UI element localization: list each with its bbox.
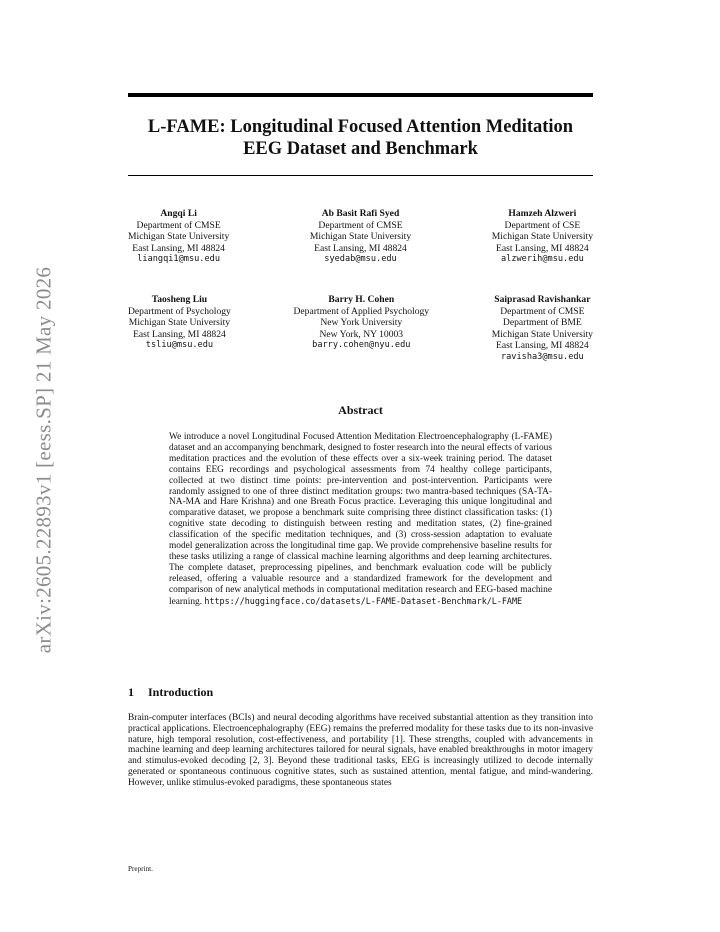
author-block	[293, 294, 429, 364]
author-affiliation: Department of Psychology	[128, 305, 231, 317]
author-affiliation: Department of BME	[502, 317, 582, 329]
author-affiliation: Department of CMSE	[318, 219, 403, 231]
author-block	[310, 208, 411, 266]
paper-title	[128, 116, 593, 160]
author-email: tsliu@msu.edu	[145, 340, 214, 351]
section-number: 1	[128, 685, 134, 699]
author-affiliation: Department of CMSE	[136, 219, 221, 231]
author-name: Taosheng Liu	[151, 294, 208, 305]
author-address: East Lansing, MI 48824	[314, 242, 407, 254]
author-block	[492, 208, 593, 266]
author-affiliation: Michigan State University	[128, 317, 231, 329]
author-block	[128, 208, 229, 266]
author-address: East Lansing, MI 48824	[496, 242, 589, 254]
author-affiliation: New York University	[320, 317, 403, 329]
author-affiliation: Michigan State University	[128, 231, 230, 243]
author-affiliation: Michigan State University	[491, 231, 593, 243]
abstract-heading: Abstract	[338, 403, 383, 417]
author-affiliation: Department of CMSE	[500, 305, 585, 317]
abstract-body	[169, 432, 552, 608]
author-name: Saiprasad Ravishankar	[494, 294, 591, 305]
author-email: ravisha3@msu.edu	[500, 351, 584, 362]
author-name: Barry H. Cohen	[328, 294, 395, 305]
abstract-text: We introduce a novel Longitudinal Focused Attention Meditation Electroencephalography (L-FAME) dataset and an accompanying benchmark, designed to foster research into the neural effects of various meditation practices and the evolution of these effects over a six-week training period. The dataset contains EEG recordings and psychological assessments from 74 healthy college participants, collected at two distinct time points: pre-intervention and post-intervention. Participants were randomly assigned to one of three distinct meditation groups: two mantra-based techniques (SA-TA-NA-MA and Hare Krishna) and one Breath Focus practice. Leveraging this unique longitudinal and comparative dataset, we propose a benchmark suite comprising three distinct classification tasks: (1) cognitive state decoding to distinguish between resting and meditation states, (2) fine-grained classification of the specific meditation techniques, and (3) cross-session adaptation to evaluate model generalization across the longitudinal time gap. We provide comprehensive baseline results for these tasks utilizing a range of classical machine learning algorithms and deep learning architectures. The complete dataset, preprocessing pipelines, and benchmark evaluation code will be publicly released, offering a valuable resource and a standardized framework for the development and comparison of new analytical methods in computational meditation research and EEG-based machine learning.	[169, 432, 552, 607]
author-name: Hamzeh Alzweri	[508, 208, 577, 219]
author-address: East Lansing, MI 48824	[495, 340, 589, 352]
author-row-2	[128, 294, 593, 364]
dataset-url-link[interactable]: https://huggingface.co/datasets/L-FAME-Dataset-Benchmark/L-FAME	[204, 595, 523, 606]
title-line-2: EEG Dataset and Benchmark	[243, 139, 478, 159]
author-block	[492, 294, 593, 364]
author-row-1	[128, 208, 593, 266]
section-heading-introduction	[128, 685, 213, 700]
author-address: East Lansing, MI 48824	[133, 328, 226, 340]
title-top-rule	[128, 93, 593, 97]
introduction-paragraph: Brain-computer interfaces (BCIs) and neural decoding algorithms have received substantial attention as they transition into practical applications. Electroencephalography (EEG) remains the preferred modality for these tasks due to its non-invasive nature, high temporal resolution, cost-effectiveness, and portability [1]. These strengths, coupled with advancements in machine learning and deep learning architectures tailored for neural signals, have enabled breakthroughs in motor imagery and stimulus-evoked decoding [2, 3]. Beyond these traditional tasks, EEG is increasingly utilized to decode internally generated or spontaneous continuous cognitive states, such as sustained attention, mental fatigue, and mind-wandering. However, unlike stimulus-evoked paradigms, these spontaneous states	[128, 713, 593, 788]
author-affiliation: Michigan State University	[309, 231, 412, 243]
author-affiliation: Michigan State University	[491, 328, 593, 340]
author-block	[128, 294, 231, 364]
author-name: Angqi Li	[160, 208, 197, 219]
preprint-footer: Preprint.	[128, 865, 153, 873]
author-email: alzwerih@msu.edu	[500, 254, 584, 265]
author-affiliation: Department of Applied Psychology	[293, 305, 430, 317]
author-email: liangqi1@msu.edu	[137, 254, 221, 265]
arxiv-identifier-stamp: arXiv:2605.22893v1 [eess.SP] 21 May 2026	[31, 266, 56, 654]
title-line-1: L-FAME: Longitudinal Focused Attention Meditation	[147, 117, 574, 137]
title-bottom-rule	[128, 175, 593, 176]
author-name: Ab Basit Rafi Syed	[321, 208, 400, 219]
author-address: East Lansing, MI 48824	[132, 242, 225, 254]
section-title: Introduction	[148, 685, 214, 699]
author-affiliation: Department of CSE	[504, 219, 581, 231]
author-address: New York, NY 10003	[319, 328, 404, 340]
author-email: syedab@msu.edu	[324, 254, 397, 265]
author-email: barry.cohen@nyu.edu	[312, 340, 411, 351]
